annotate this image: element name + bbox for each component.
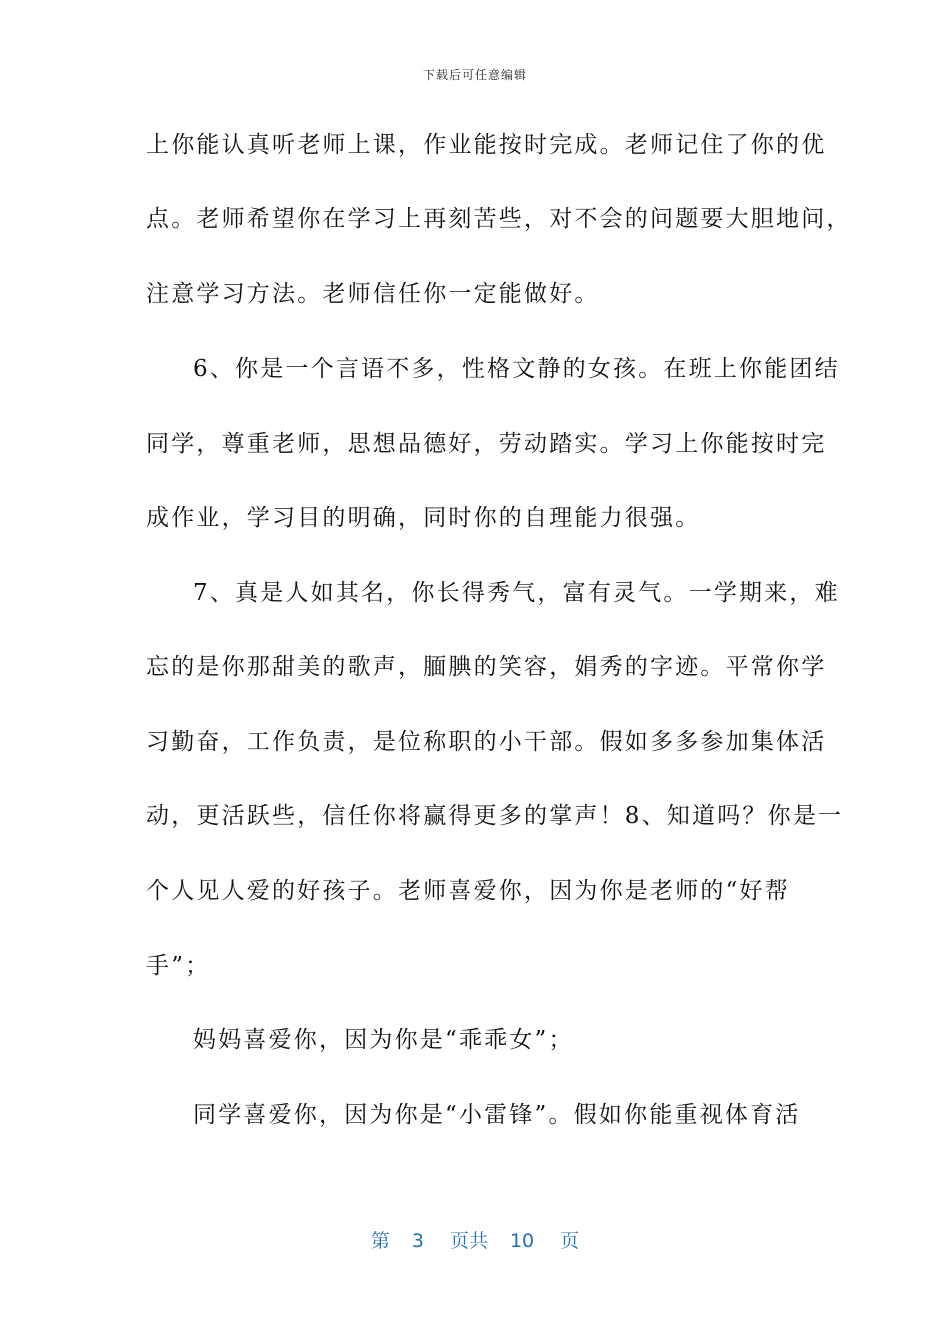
- page-header: 下载后可任意编辑: [422, 68, 527, 82]
- body-line: 成作业，学习目的明确，同时你的自理能力很强。: [146, 505, 701, 531]
- footer-page-number: 3: [411, 1230, 424, 1252]
- body-line: 注意学习方法。老师信任你一定能做好。: [146, 281, 600, 307]
- body-line: 点。老师希望你在学习上再刻苦些，对不会的问题要大胆地问，: [146, 206, 852, 232]
- footer-middle: 页共: [449, 1230, 488, 1252]
- body-line: 动，更活跃些，信任你将赢得更多的掌声！8、知道吗？你是一: [146, 803, 844, 829]
- body-line: 忘的是你那甜美的歌声，腼腆的笑容，娟秀的字迹。平常你学: [146, 654, 827, 680]
- body-line: 手”；: [146, 953, 211, 979]
- page-footer: [0, 1226, 950, 1253]
- body-line: 同学喜爱你，因为你是“小雷锋”。假如你能重视体育活: [193, 1102, 801, 1128]
- body-line: 个人见人爱的好孩子。老师喜爱你，因为你是老师的“好帮: [146, 878, 790, 904]
- footer-suffix: 页: [560, 1230, 580, 1252]
- body-line: 上你能认真听老师上课，作业能按时完成。老师记住了你的优: [146, 132, 827, 158]
- body-line: 7、真是人如其名，你长得秀气，富有灵气。一学期来，难: [193, 580, 840, 606]
- footer-total-pages: 10: [509, 1230, 535, 1252]
- body-line: 同学，尊重老师，思想品德好，劳动踏实。学习上你能按时完: [146, 431, 827, 457]
- body-line: 6、你是一个言语不多，性格文静的女孩。在班上你能团结: [193, 356, 840, 382]
- body-line: 妈妈喜爱你，因为你是“乖乖女”；: [193, 1027, 574, 1053]
- footer-prefix: 第: [370, 1230, 390, 1252]
- body-line: 习勤奋，工作负责，是位称职的小干部。假如多多参加集体活: [146, 729, 827, 755]
